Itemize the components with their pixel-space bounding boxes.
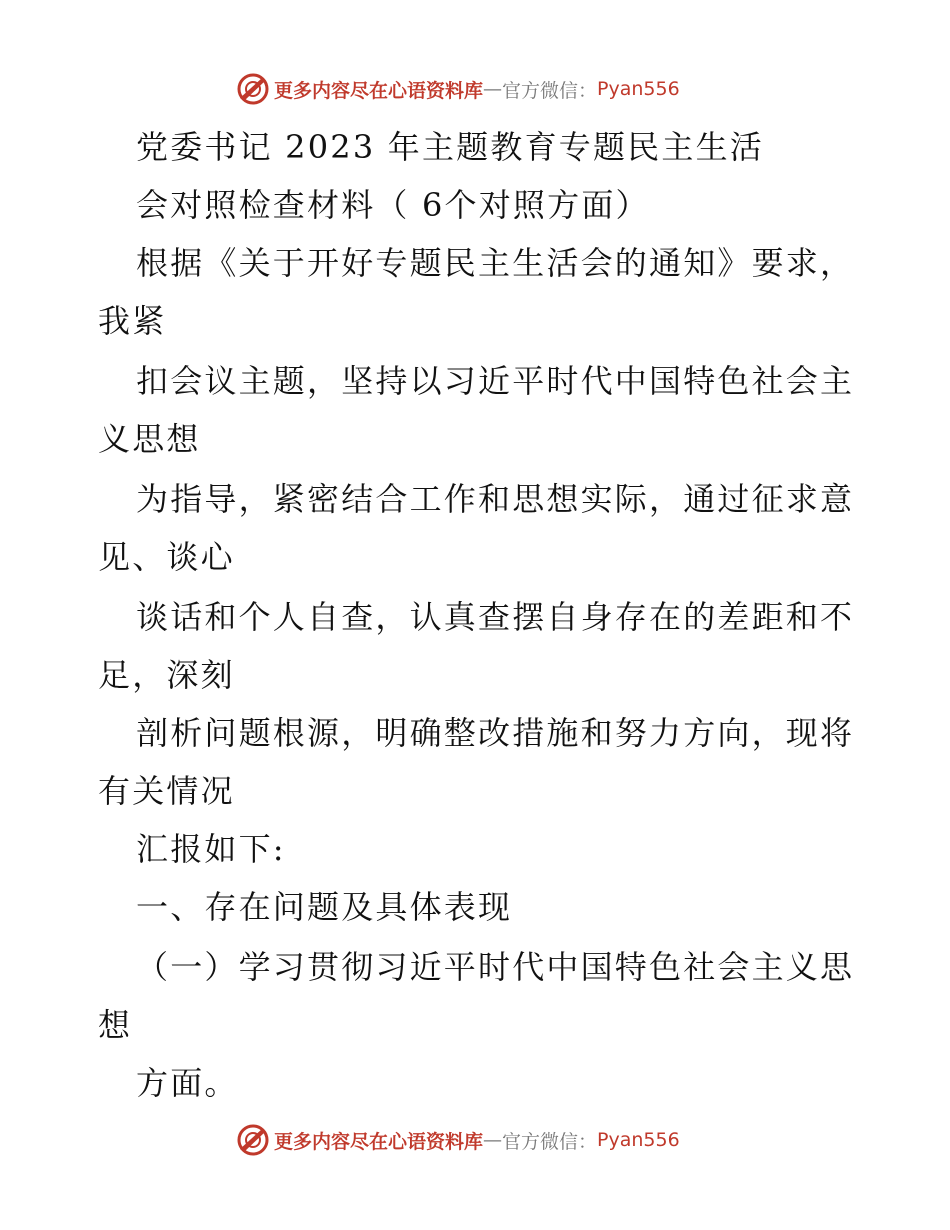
banner-main-text: 更多内容尽在心语资料库 bbox=[274, 1130, 484, 1153]
body-line: 有关情况 bbox=[98, 772, 235, 810]
body-line: 见、谈心 bbox=[98, 538, 235, 576]
banner-dash: — bbox=[483, 1129, 503, 1151]
subsection-heading: （一）学习贯彻习近平时代中国特色社会主义思 bbox=[136, 948, 855, 986]
banner-wechat-id: Pyan556 bbox=[597, 78, 680, 100]
body-line: 方面。 bbox=[136, 1064, 239, 1102]
body-line: 义思想 bbox=[98, 420, 201, 458]
banner-main-text: 更多内容尽在心语资料库 bbox=[274, 79, 484, 102]
body-line: 根据《关于开好专题民主生活会的通知》要求， bbox=[136, 244, 855, 282]
body-line: 我紧 bbox=[98, 302, 167, 340]
document-title-line-1: 党委书记 2023 年主题教育专题民主生活 bbox=[136, 128, 764, 166]
footer-watermark-banner bbox=[236, 1122, 680, 1158]
body-line: 为指导，紧密结合工作和思想实际，通过征求意 bbox=[136, 480, 855, 518]
document-title-line-2: 会对照检查材料（ 6个对照方面） bbox=[136, 186, 650, 224]
banner-dash: — bbox=[483, 78, 503, 100]
header-watermark-banner bbox=[236, 71, 680, 107]
seal-logo-icon bbox=[236, 1123, 270, 1157]
section-heading: 一、存在问题及具体表现 bbox=[136, 888, 513, 926]
banner-official-label: 官方微信： bbox=[502, 79, 598, 102]
body-line: 想 bbox=[98, 1006, 133, 1044]
body-line: 汇报如下: bbox=[136, 830, 286, 868]
banner-official-label: 官方微信： bbox=[502, 1130, 598, 1153]
body-line: 足，深刻 bbox=[98, 656, 235, 694]
banner-wechat-id: Pyan556 bbox=[597, 1129, 680, 1151]
seal-logo-icon bbox=[236, 72, 270, 106]
body-line: 剖析问题根源，明确整改措施和努力方向，现将 bbox=[136, 714, 855, 752]
body-line: 扣会议主题，坚持以习近平时代中国特色社会主 bbox=[136, 362, 855, 400]
body-line: 谈话和个人自查，认真查摆自身存在的差距和不 bbox=[136, 598, 855, 636]
